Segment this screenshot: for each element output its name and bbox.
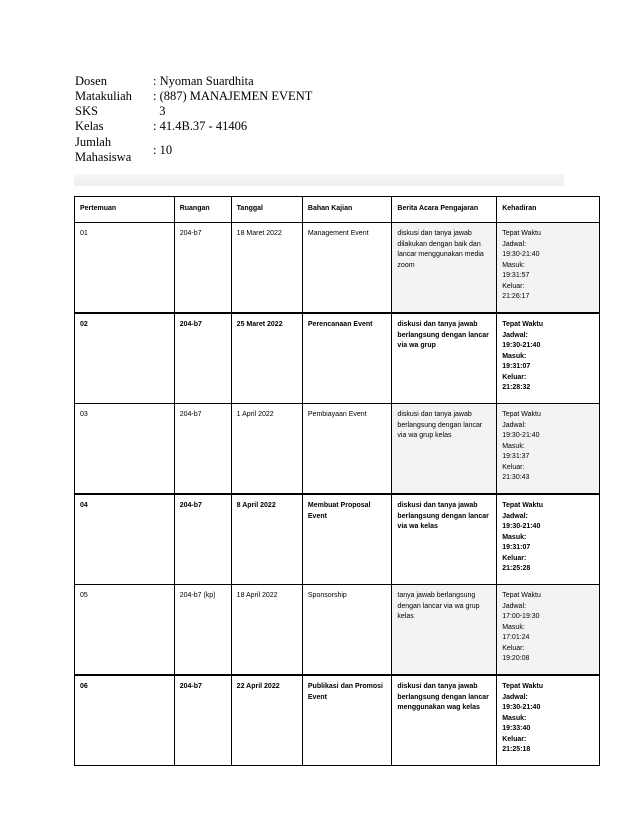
info-value: : Nyoman Suardhita — [153, 74, 254, 88]
section-divider — [74, 174, 564, 186]
kehadiran-line: Jadwal: — [502, 693, 528, 701]
info-row — [75, 119, 312, 134]
kehadiran-line: Keluar: — [502, 463, 525, 471]
kehadiran-line: Keluar: — [502, 554, 527, 562]
table-row — [75, 675, 600, 766]
cell-kehadiran — [497, 494, 600, 585]
info-value: : 41.4B.37 - 41406 — [153, 119, 248, 133]
cell-bahan: Membuat Proposal Event — [302, 494, 392, 585]
kehadiran-line: Masuk: — [502, 442, 525, 450]
cell-tanggal: 1 April 2022 — [231, 404, 302, 495]
cell-tanggal: 25 Maret 2022 — [231, 313, 302, 404]
cell-bahan: Management Event — [302, 223, 392, 314]
cell-kehadiran — [497, 404, 600, 495]
kehadiran-line: Tepat Waktu — [502, 683, 544, 690]
header-ruangan: Ruangan — [174, 197, 231, 223]
cell-ruangan: 204-b7 — [174, 313, 231, 404]
table-row — [75, 223, 600, 314]
kehadiran-line: 21:25:28 — [502, 565, 531, 572]
info-key: Jumlah Mahasiswa — [75, 135, 132, 164]
cell-kehadiran — [497, 675, 600, 766]
table-row — [75, 585, 600, 676]
kehadiran-line: Masuk: — [502, 352, 527, 360]
cell-ruangan: 204-b7 — [174, 675, 231, 766]
cell-pertemuan: 01 — [75, 223, 175, 314]
cell-berita: diskusi dan tanya jawab dilakukan dengan baik dan lancar menggunakan media zoom — [392, 223, 497, 314]
header-berita-acara: Berita Acara Pengajaran — [392, 197, 497, 223]
header-kehadiran: Kehadiran — [497, 197, 600, 223]
kehadiran-line: 19:30-21:40 — [502, 523, 541, 530]
cell-bahan: Perencanaan Event — [302, 313, 392, 404]
cell-berita: tanya jawab berlangsung dengan lancar via wa grup kelas — [392, 585, 497, 676]
info-key: SKS — [75, 104, 98, 118]
kehadiran-line: 21:26:17 — [502, 293, 530, 300]
cell-ruangan: 204-b7 — [174, 223, 231, 314]
cell-ruangan: 204-b7 (kp) — [174, 585, 231, 676]
info-key: Matakuliah — [75, 89, 132, 103]
cell-tanggal: 18 April 2022 — [231, 585, 302, 676]
cell-pertemuan: 04 — [75, 494, 175, 585]
cell-berita: diskusi dan tanya jawab berlangsung dengan lancar via wa grup — [392, 313, 497, 404]
cell-bahan: Publikasi dan Promosi Event — [302, 675, 392, 766]
cell-bahan: Sponsorship — [302, 585, 392, 676]
kehadiran-line: 19:31:57 — [502, 272, 530, 279]
kehadiran-line: 17:01:24 — [502, 634, 530, 641]
table-row — [75, 494, 600, 585]
header-pertemuan: Pertemuan — [75, 197, 175, 223]
cell-ruangan: 204-b7 — [174, 494, 231, 585]
info-value: : 10 — [153, 142, 173, 157]
info-row — [75, 74, 312, 89]
info-row — [75, 134, 312, 165]
info-value: 3 — [153, 104, 166, 118]
cell-pertemuan: 02 — [75, 313, 175, 404]
kehadiran-line: 19:30-21:40 — [502, 251, 540, 258]
table-header-row — [75, 197, 600, 223]
kehadiran-line: Keluar: — [502, 282, 525, 290]
kehadiran-line: Jadwal: — [502, 421, 526, 429]
info-key: Kelas — [75, 119, 104, 133]
cell-berita: diskusi dan tanya jawab berlangsung dengan lancar via wa kelas — [392, 494, 497, 585]
kehadiran-line: 19:30-21:40 — [502, 704, 541, 711]
kehadiran-line: Masuk: — [502, 714, 527, 722]
info-value: : (887) MANAJEMEN EVENT — [153, 89, 313, 103]
kehadiran-line: Jadwal: — [502, 240, 526, 248]
kehadiran-line: Tepat Waktu — [502, 321, 544, 328]
kehadiran-line: 19:31:07 — [502, 363, 531, 370]
kehadiran-line: 21:25:18 — [502, 746, 531, 753]
kehadiran-line: Tepat Waktu — [502, 230, 541, 237]
table-row — [75, 404, 600, 495]
kehadiran-line: 19:33:40 — [502, 725, 531, 732]
cell-tanggal: 18 Maret 2022 — [231, 223, 302, 314]
kehadiran-line: 19:31:07 — [502, 544, 531, 551]
kehadiran-line: Jadwal: — [502, 331, 528, 339]
cell-pertemuan: 03 — [75, 404, 175, 495]
cell-pertemuan: 05 — [75, 585, 175, 676]
kehadiran-line: Tepat Waktu — [502, 411, 541, 418]
info-key: Dosen — [75, 74, 107, 88]
kehadiran-line: Tepat Waktu — [502, 502, 544, 509]
kehadiran-line: Masuk: — [502, 261, 525, 269]
attendance-table — [74, 196, 600, 766]
cell-kehadiran — [497, 223, 600, 314]
cell-berita: diskusi dan tanya jawab berlangsung dengan lancar via wa grup kelas — [392, 404, 497, 495]
info-row — [75, 89, 312, 104]
kehadiran-line: Tepat Waktu — [502, 592, 541, 599]
cell-ruangan: 204-b7 — [174, 404, 231, 495]
kehadiran-line: 19:31:37 — [502, 453, 530, 460]
kehadiran-line: Keluar: — [502, 373, 527, 381]
kehadiran-line: Masuk: — [502, 623, 525, 631]
cell-tanggal: 8 April 2022 — [231, 494, 302, 585]
cell-tanggal: 22 April 2022 — [231, 675, 302, 766]
course-info — [75, 74, 312, 165]
kehadiran-line: 19:20:08 — [502, 655, 530, 662]
kehadiran-line: 19:30-21:40 — [502, 432, 540, 439]
kehadiran-line: 21:28:32 — [502, 384, 531, 391]
kehadiran-line: 17:00-19:30 — [502, 613, 540, 620]
table-row — [75, 313, 600, 404]
cell-kehadiran — [497, 313, 600, 404]
cell-pertemuan: 06 — [75, 675, 175, 766]
info-row — [75, 104, 312, 119]
kehadiran-line: 21:30:43 — [502, 474, 530, 481]
kehadiran-line: Keluar: — [502, 735, 527, 743]
cell-berita: diskusi dan tanya jawab berlangsung dengan lancar menggunakan wag kelas — [392, 675, 497, 766]
header-bahan-kajian: Bahan Kajian — [302, 197, 392, 223]
cell-bahan: Pembiayaan Event — [302, 404, 392, 495]
kehadiran-line: Jadwal: — [502, 602, 526, 610]
kehadiran-line: Keluar: — [502, 644, 525, 652]
kehadiran-line: 19:30-21:40 — [502, 342, 541, 349]
kehadiran-line: Masuk: — [502, 533, 527, 541]
cell-kehadiran — [497, 585, 600, 676]
header-tanggal: Tanggal — [231, 197, 302, 223]
kehadiran-line: Jadwal: — [502, 512, 528, 520]
